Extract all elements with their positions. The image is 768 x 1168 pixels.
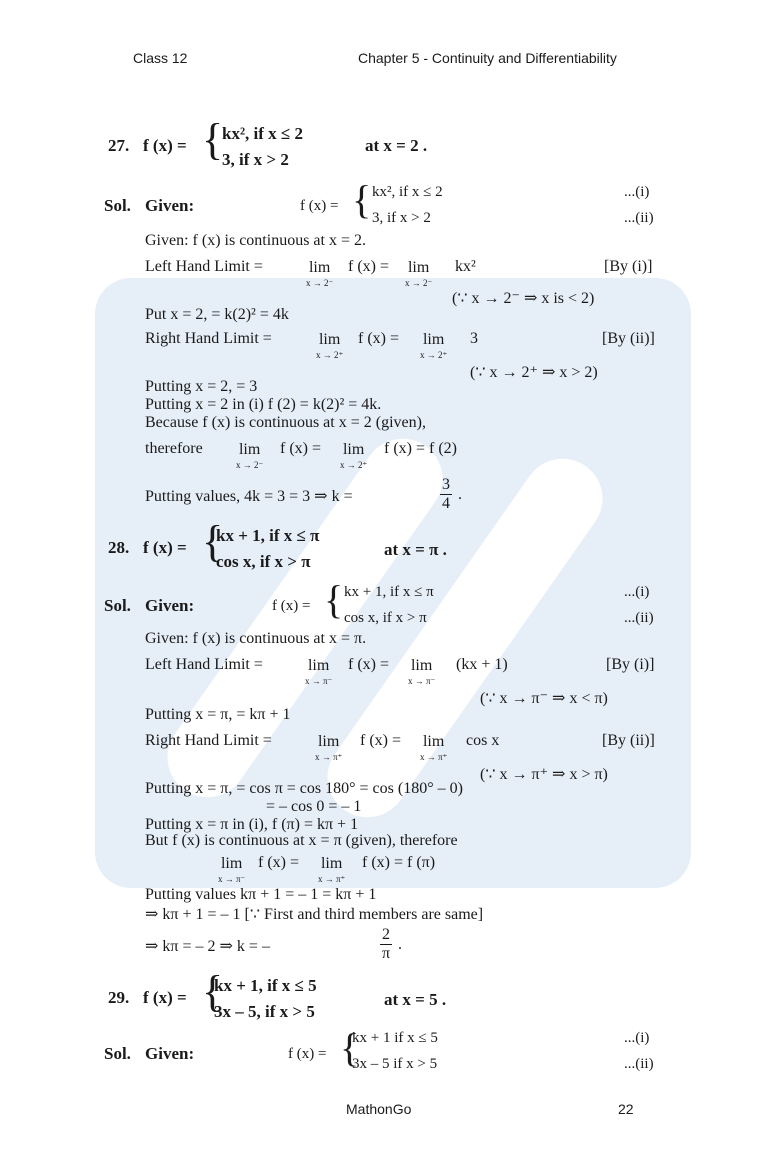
q28-k-fraction: $\frac{2}{\pi}$ — [382, 926, 391, 962]
q28-putting: Putting x = π, = kπ + 1 — [145, 706, 291, 723]
q28-thf-lim2: lim x → π⁺ — [318, 855, 346, 884]
q28-but: But f (x) is continuous at x = π (given), therefore — [145, 832, 458, 849]
q29-case2: 3x – 5, if x > 5 — [214, 1002, 315, 1021]
q28-implies-end: . — [398, 936, 402, 953]
q27-case1: kx², if x ≤ 2 — [222, 124, 304, 143]
q27-number: 27. — [108, 136, 130, 155]
q28-rhl-note: (∵ x → π⁺ ⇒ x > π) — [480, 766, 608, 783]
q28-lhs: f (x) = — [143, 538, 187, 557]
q28-lhl-fx: f (x) = — [348, 656, 390, 673]
q27-thf-lim1: lim x → 2⁻ — [236, 441, 264, 470]
q28-given: Given: — [145, 596, 195, 615]
q27-values: Putting values, 4k = 3 = 3 ⇒ k = — [145, 488, 353, 505]
q29-given-case2: 3x – 5 if x > 5 — [352, 1056, 438, 1072]
q29-lhs: f (x) = — [143, 988, 187, 1007]
q28-case1: kx + 1, if x ≤ π — [216, 526, 320, 545]
q28-implies-1: ⇒ kπ + 1 = – 1 [∵ First and third members are same] — [145, 906, 484, 923]
q27-lhl-fx: f (x) = — [348, 258, 390, 275]
q27-putting-fi: Putting x = 2 in (i) f (2) = k(2)² = 4k. — [145, 396, 382, 413]
q28-at: at x = π . — [384, 540, 447, 559]
q27-tag1: ...(i) — [624, 184, 650, 200]
q29-given-case1: kx + 1 if x ≤ 5 — [352, 1030, 438, 1046]
q27-putting: Putting x = 2, = 3 — [145, 378, 258, 395]
q28-tag1: ...(i) — [624, 584, 650, 600]
q27-line-continuous: Given: f (x) is continuous at x = 2. — [145, 232, 366, 249]
q27-lhs: f (x) = — [143, 136, 187, 155]
q27-given-case2: 3, if x > 2 — [372, 210, 431, 226]
q27-rhl-fx: f (x) = — [358, 330, 400, 347]
q27-thf-fx: f (x) = — [280, 440, 322, 457]
q29-fx: f (x) = — [288, 1046, 327, 1062]
q27-lhl-lim: lim x → 2⁻ — [306, 259, 334, 288]
q27-given-case1: kx², if x ≤ 2 — [372, 184, 443, 200]
q27-lhl-note: (∵ x → 2⁻ ⇒ x is < 2) — [452, 290, 595, 307]
q27-because: Because f (x) is continuous at x = 2 (given), — [145, 414, 426, 431]
q27-rhl-tag: [By (ii)] — [602, 330, 655, 347]
q27-therefore: therefore — [145, 440, 203, 457]
q29-sol: Sol. — [104, 1044, 131, 1063]
q27-case2: 3, if x > 2 — [222, 150, 289, 169]
q27-rhl-lim: lim x → 2⁺ — [316, 331, 344, 360]
q28-lhl-lim: lim x → π⁻ — [305, 657, 333, 686]
q27-at: at x = 2 . — [365, 136, 428, 155]
q27-tag2: ...(ii) — [624, 210, 654, 226]
q27-rhl-label: Right Hand Limit = — [145, 330, 272, 347]
q27-lhl-tag: [By (i)] — [604, 258, 653, 275]
q27-k-fraction: $\frac{3}{4}$ — [442, 476, 450, 512]
header-chapter: Chapter 5 - Continuity and Differentiability — [358, 50, 617, 66]
q27-lhl-label: Left Hand Limit = — [145, 258, 263, 275]
q28-lhl-expr: (kx + 1) — [456, 656, 508, 673]
q27-thf-lim2: lim x → 2⁺ — [340, 441, 368, 470]
q29-at: at x = 5 . — [384, 990, 447, 1009]
q29-given-brace: { — [340, 1025, 360, 1070]
q28-fx: f (x) = — [272, 598, 311, 614]
q28-thf-result: f (x) = f (π) — [362, 854, 436, 871]
q29-tag2: ...(ii) — [624, 1056, 654, 1072]
q29-brace: { — [202, 967, 224, 1016]
q27-thf-result: f (x) = f (2) — [384, 440, 457, 457]
q27-given-brace: { — [352, 177, 372, 222]
q27-brace: { — [202, 115, 224, 164]
q27-rhl-lim2: lim x → 2⁺ — [420, 331, 448, 360]
q28-given-case2: cos x, if x > π — [344, 610, 427, 626]
q28-rhl-label: Right Hand Limit = — [145, 732, 272, 749]
q28-thf-lim1: lim x → π⁻ — [218, 855, 246, 884]
q28-rhl-lim: lim x → π⁺ — [315, 733, 343, 762]
q27-fx: f (x) = — [300, 198, 339, 214]
q28-rhl-fx: f (x) = — [360, 732, 402, 749]
q28-rhl-lim2: lim x → π⁺ — [420, 733, 448, 762]
q27-put: Put x = 2, = k(2)² = 4k — [145, 306, 289, 323]
page-number: 22 — [618, 1101, 634, 1117]
q28-putting-fi: Putting x = π in (i), f (π) = kπ + 1 — [145, 816, 359, 833]
q27-lhl-expr: kx² — [455, 258, 476, 275]
q28-implies-2: ⇒ kπ = – 2 ⇒ k = – — [145, 938, 270, 955]
q28-lhl-note: (∵ x → π⁻ ⇒ x < π) — [480, 690, 608, 707]
q27-values-end: . — [458, 486, 462, 503]
q28-putting-cos-2: = – cos 0 = – 1 — [266, 798, 362, 815]
q28-given-case1: kx + 1, if x ≤ π — [344, 584, 434, 600]
q29-given: Given: — [145, 1044, 195, 1063]
q27-lhl-lim2: lim x → 2⁻ — [405, 259, 433, 288]
q28-case2: cos x, if x > π — [216, 552, 311, 571]
q28-values: Putting values kπ + 1 = – 1 = kπ + 1 — [145, 886, 377, 903]
q28-number: 28. — [108, 538, 130, 557]
q28-rhl-tag: [By (ii)] — [602, 732, 655, 749]
q28-lhl-tag: [By (i)] — [606, 656, 655, 673]
q29-tag1: ...(i) — [624, 1030, 650, 1046]
q28-line-continuous: Given: f (x) is continuous at x = π. — [145, 630, 367, 647]
q29-number: 29. — [108, 988, 130, 1007]
q28-thf-fx: f (x) = — [258, 854, 300, 871]
q28-lhl-label: Left Hand Limit = — [145, 656, 263, 673]
q27-sol: Sol. — [104, 196, 131, 215]
q27-rhl-note: (∵ x → 2⁺ ⇒ x > 2) — [470, 364, 598, 381]
footer-brand: MathonGo — [346, 1101, 412, 1117]
header-class: Class 12 — [133, 50, 188, 66]
q28-brace: { — [202, 517, 224, 566]
q29-case1: kx + 1, if x ≤ 5 — [214, 976, 317, 995]
q28-sol: Sol. — [104, 596, 131, 615]
q28-putting-cos: Putting x = π, = cos π = cos 180° = cos (180° – 0) — [145, 780, 463, 797]
q27-rhl-expr: 3 — [470, 330, 478, 347]
q28-given-brace: { — [324, 577, 344, 622]
q28-tag2: ...(ii) — [624, 610, 654, 626]
q27-given: Given: — [145, 196, 195, 215]
q28-lhl-lim2: lim x → π⁻ — [408, 657, 436, 686]
q28-rhl-expr: cos x — [466, 732, 500, 749]
